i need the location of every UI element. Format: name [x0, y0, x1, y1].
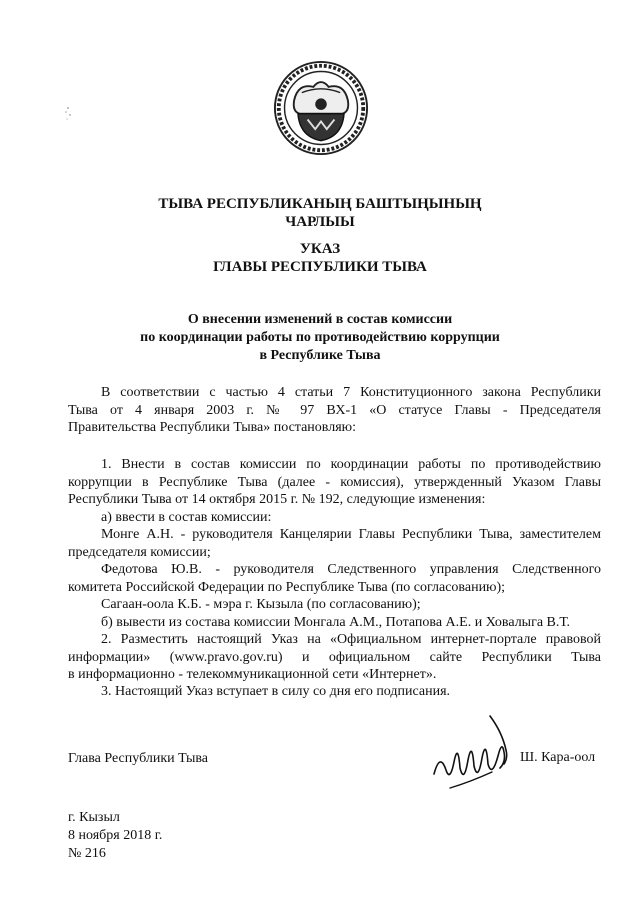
item-line: 3. Настоящий Указ вступает в силу со дня его подписания.: [101, 684, 451, 699]
item-3: [68, 683, 601, 701]
decree-number: № 216: [68, 846, 106, 861]
item-line: 1. Внести в состав комиссии по координации работы по противодействию: [101, 457, 601, 472]
issue-date: 8 ноября 2018 г.: [68, 828, 163, 843]
header-line-1: ТЫВА РЕСПУБЛИКАНЫҢ БАШТЫҢЫНЫҢ: [158, 196, 482, 212]
issue-place: г. Кызыл: [68, 810, 120, 825]
handwritten-signature: [430, 712, 518, 794]
item-line: 2. Разместить настоящий Указ на «Официальном интернет-портале правовой: [101, 632, 601, 647]
item-line: б) вывести из состава комиссии Монгала А.М., Потапова А.Е. и Ховалыга В.Т.: [101, 614, 571, 630]
decree-issuer: ГЛАВЫ РЕСПУБЛИКИ ТЫВА: [213, 259, 427, 275]
item-line: Монге А.Н. - руководителя Канцелярии Главы Республики Тыва, заместителем: [101, 527, 601, 542]
item-line: Республики Тыва от 14 октября 2015 г. № 192, следующие изменения:: [68, 492, 486, 507]
header-line-2: ЧАРЛЫЫ: [285, 214, 355, 230]
coat-of-arms-seal-icon: [273, 60, 369, 156]
title-line-2: по координации работы по противодействию коррупции: [140, 330, 500, 345]
title-line-1: О внесении изменений в состав комиссии: [187, 312, 453, 327]
item-line: Федотова Ю.В. - руководителя Следственного управления Следственного: [101, 562, 601, 577]
item-line: коррупции в Республике Тыва (далее - комиссия), утвержденный Указом Главы: [68, 474, 601, 490]
signatory-position: Глава Республики Тыва: [68, 751, 209, 766]
item-2: [68, 631, 601, 684]
item-line: в информационно - телекоммуникационной сети «Интернет».: [68, 667, 437, 682]
item-line: председателя комиссии;: [68, 544, 211, 560]
decree-word: УКАЗ: [299, 241, 341, 257]
item-1: [68, 456, 601, 631]
preamble-line: Правительства Республики Тыва» постановляю:: [68, 420, 356, 435]
item-line: комитета Российской Федерации по Республике Тыва (по согласованию);: [68, 579, 506, 595]
scan-specks: [60, 100, 80, 130]
preamble-line: Тыва от 4 января 2003 г. № 97 ВХ-1 «О статусе Главы - Председателя: [68, 402, 601, 418]
signatory-name: Ш. Кара-оол: [520, 750, 596, 765]
preamble: [68, 384, 601, 437]
item-line: а) ввести в состав комиссии:: [101, 509, 272, 525]
item-line: Сагаан-оола К.Б. - мэра г. Кызыла (по согласованию);: [101, 597, 421, 612]
preamble-line: В соответствии с частью 4 статьи 7 Конституционного закона Республики: [101, 385, 601, 400]
title-line-3: в Республике Тыва: [259, 348, 381, 363]
item-line: информации» (www.pravo.gov.ru) и официальном сайте Республики Тыва: [68, 649, 601, 665]
